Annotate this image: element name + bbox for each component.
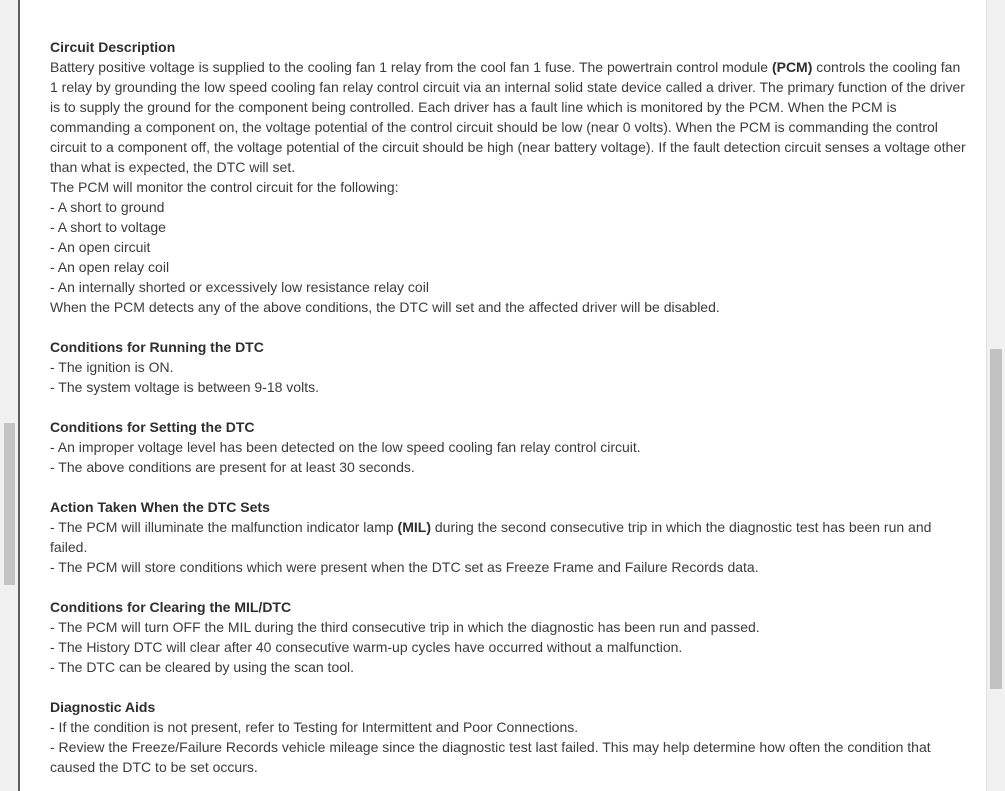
left-panel-scrollbar-thumb[interactable] (4, 423, 15, 585)
list-item: - An improper voltage level has been detected on the low speed cooling fan relay control circuit. (50, 439, 641, 455)
document-left-border (18, 0, 20, 791)
list-item: - A short to ground (50, 199, 165, 215)
document-scrollbar-thumb[interactable] (990, 349, 1002, 689)
section-heading-diagnostic-aids: Diagnostic Aids (50, 699, 156, 715)
list-item: - The PCM will store conditions which were present when the DTC set as Freeze Frame and Failure Records data. (50, 559, 759, 575)
list-item: - The system voltage is between 9-18 volts. (50, 379, 319, 395)
list-item: - The ignition is ON. (50, 359, 174, 375)
list-item: - An internally shorted or excessively low resistance relay coil (50, 279, 429, 295)
section-heading-setting-conditions: Conditions for Setting the DTC (50, 419, 255, 435)
section-heading-running-conditions: Conditions for Running the DTC (50, 339, 264, 355)
monitor-intro-text: The PCM will monitor the control circuit for the following: (50, 179, 399, 195)
list-item: - The PCM will illuminate the malfunction indicator lamp (MIL) during the second consecutive trip in which the diagnostic test has been run and failed. (50, 519, 932, 555)
list-item: - Review the Freeze/Failure Records vehicle mileage since the diagnostic test last failed. This may help determine how often the condition that caused the DTC to be set occurs. (50, 739, 931, 775)
circuit-description-paragraph: Battery positive voltage is supplied to the cooling fan 1 relay from the cool fan 1 fuse. The powertrain control module (PCM) controls the cooling fan 1 relay by grounding the low speed cooling fan relay control circuit via an internal solid state device called a driver. The primary function of the driver is to supply the ground for the component being controlled. Each driver has a fault line which is monitored by the PCM. When the PCM is commanding a component on, the voltage potential of the control circuit should be low (near 0 volts). When the PCM is commanding the control circuit to a component off, the voltage potential of the circuit should be high (near battery voltage). If the fault detection circuit senses a voltage other than what is expected, the DTC will set. (50, 59, 966, 175)
list-item: - The above conditions are present for at least 30 seconds. (50, 459, 415, 475)
section-heading-circuit-description: Circuit Description (50, 39, 176, 55)
list-item: - A short to voltage (50, 219, 166, 235)
list-item: - An open circuit (50, 239, 151, 255)
list-item: - The History DTC will clear after 40 consecutive warm-up cycles have occurred without a malfunction. (50, 639, 683, 655)
section-heading-clearing-conditions: Conditions for Clearing the MIL/DTC (50, 599, 292, 615)
list-item: - An open relay coil (50, 259, 170, 275)
list-item: - If the condition is not present, refer to Testing for Intermittent and Poor Connections. (50, 719, 579, 735)
detection-result-text: When the PCM detects any of the above conditions, the DTC will set and the affected driver will be disabled. (50, 299, 720, 315)
document-scroll-track[interactable] (986, 0, 1005, 791)
document-content (50, 37, 966, 777)
section-heading-action-taken: Action Taken When the DTC Sets (50, 499, 270, 515)
list-item: - The PCM will turn OFF the MIL during the third consecutive trip in which the diagnostic has been run and passed. (50, 619, 760, 635)
list-item: - The DTC can be cleared by using the scan tool. (50, 659, 355, 675)
left-panel-scroll-track (0, 0, 18, 791)
